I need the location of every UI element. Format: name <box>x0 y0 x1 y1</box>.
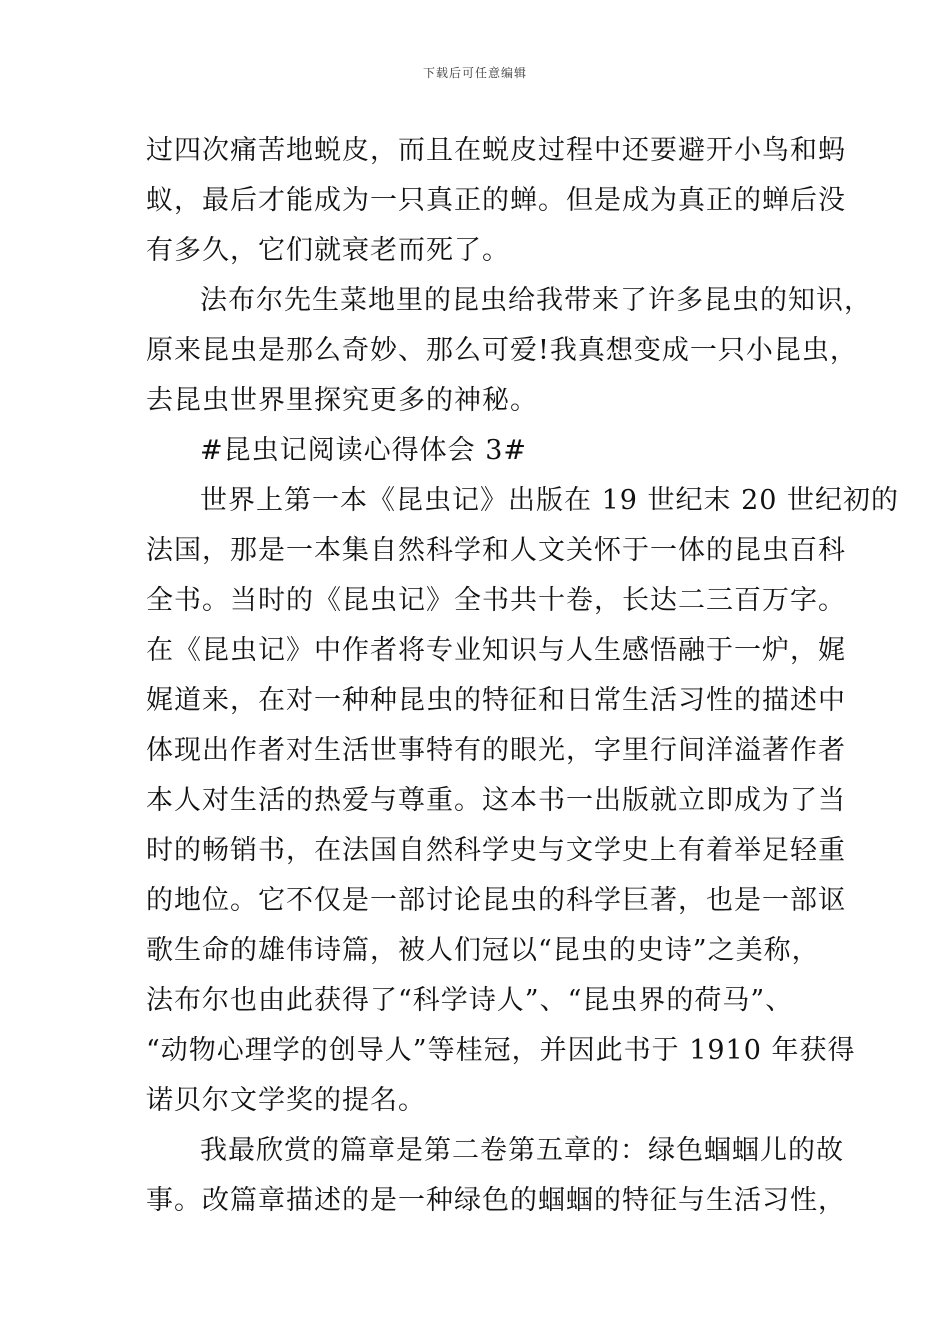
text-line: 时的畅销书，在法国自然科学史与文学史上有着举足轻重 <box>146 835 846 866</box>
text-line: 事。改篇章描述的是一种绿色的蝈蝈的特征与生活习性， <box>146 1185 846 1216</box>
text-line: 本人对生活的热爱与尊重。这本书一出版就立即成为了当 <box>146 785 846 816</box>
text-line: 全书。当时的《昆虫记》全书共十卷，长达二三百万字。 <box>146 585 846 616</box>
text-line: 法国，那是一本集自然科学和人文关怀于一体的昆虫百科 <box>146 535 846 566</box>
paragraph-start-line: 法布尔先生菜地里的昆虫给我带来了许多昆虫的知识， <box>200 285 872 316</box>
text-line: 的地位。它不仅是一部讨论昆虫的科学巨著，也是一部讴 <box>146 885 846 916</box>
text-line: 体现出作者对生活世事特有的眼光，字里行间洋溢著作者 <box>146 735 846 766</box>
document-body <box>146 126 900 1226</box>
text-line: 在《昆虫记》中作者将专业知识与人生感悟融于一炉，娓 <box>146 635 846 666</box>
paragraph-start-line: 我最欣赏的篇章是第二卷第五章的：绿色蝈蝈儿的故 <box>200 1135 844 1166</box>
text-line: 法布尔也由此获得了“科学诗人”、“昆虫界的荷马”、 <box>146 985 794 1016</box>
text-line: 蚁，最后才能成为一只真正的蝉。但是成为真正的蝉后没 <box>146 185 846 216</box>
text-line: 过四次痛苦地蜕皮，而且在蜕皮过程中还要避开小鸟和蚂 <box>146 135 846 166</box>
page-header: 下载后可任意编辑 <box>422 66 527 80</box>
text-line: “动物心理学的创导人”等桂冠，并因此书于 1910 年获得 <box>146 1035 856 1066</box>
paragraph-start-line: 世界上第一本《昆虫记》出版在 19 世纪末 20 世纪初的 <box>200 485 900 516</box>
text-line: 娓道来，在对一种种昆虫的特征和日常生活习性的描述中 <box>146 685 846 716</box>
text-line: 诺贝尔文学奖的提名。 <box>146 1085 426 1116</box>
text-line: 有多久，它们就衰老而死了。 <box>146 235 510 266</box>
text-line: 歌生命的雄伟诗篇，被人们冠以“昆虫的史诗”之美称， <box>146 935 820 966</box>
section-heading: #昆虫记阅读心得体会 3# <box>200 435 528 466</box>
text-line: 原来昆虫是那么奇妙、那么可爱!我真想变成一只小昆虫， <box>146 335 858 366</box>
text-line: 去昆虫世界里探究更多的神秘。 <box>146 385 538 416</box>
